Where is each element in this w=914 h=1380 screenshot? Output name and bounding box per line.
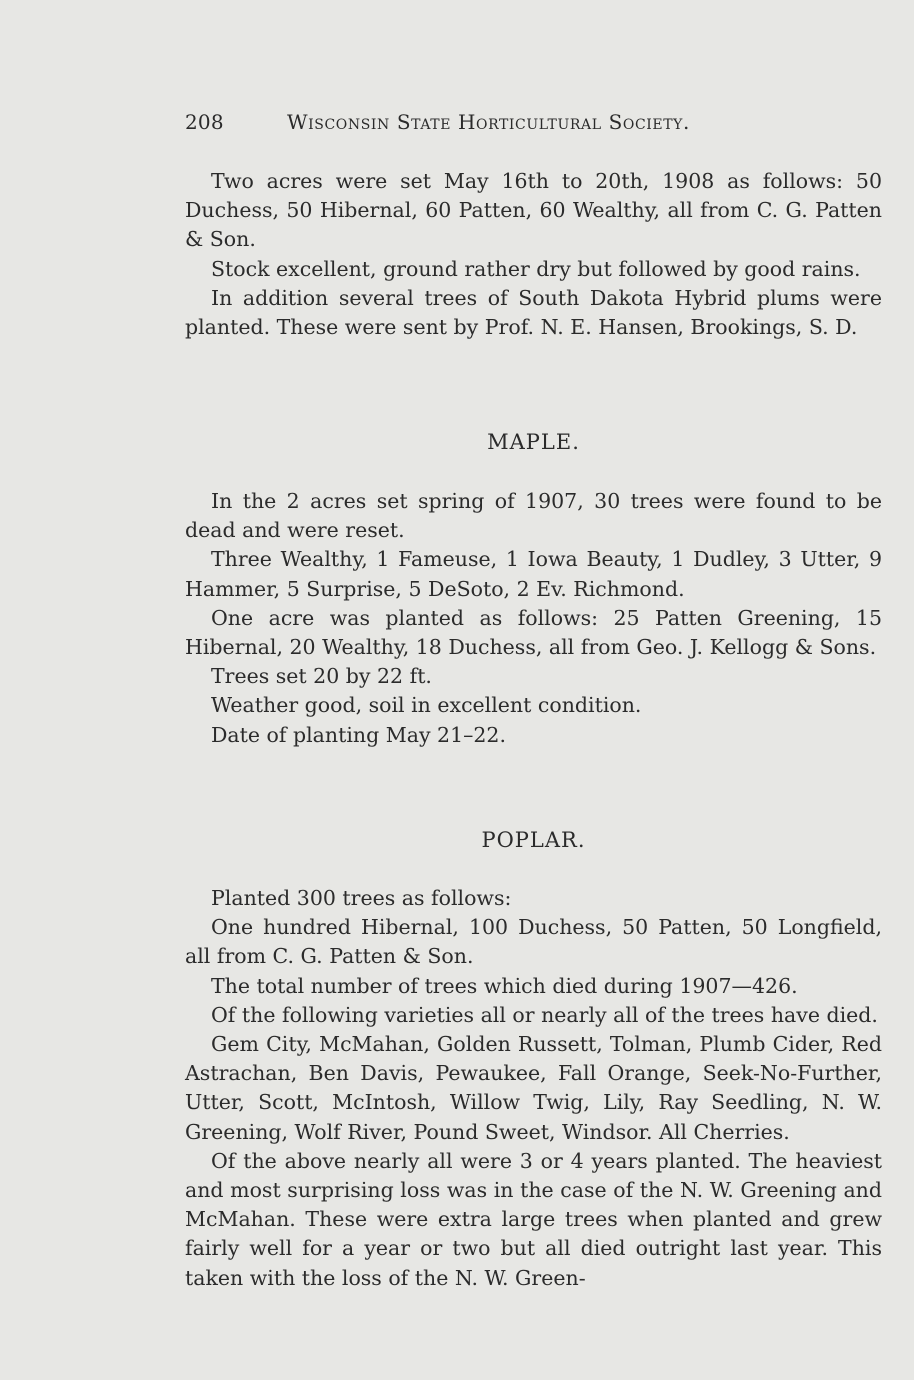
paragraph: Weather good, soil in excellent condition. xyxy=(211,693,642,718)
running-title: Wisconsin State Horticultural Society. xyxy=(287,110,690,134)
paragraph: Of the following varieties all or nearly all of the trees have died. xyxy=(211,1002,878,1027)
paragraph: In addition several trees of South Dakota Hybrid plums were planted. These were sent by Prof. N. E. Hansen, Brookings, S. D. xyxy=(185,285,882,340)
paragraph: Trees set 20 by 22 ft. xyxy=(211,664,432,689)
intro-section xyxy=(185,167,882,342)
paragraph: Of the above nearly all were 3 or 4 years planted. The heaviest and most surprising loss was in the case of the N. W. Greening and McMahan. These were extra large trees when planted and grew fairly well for a year or two but all died outright last year. This taken with the loss of the N. W. Green- xyxy=(185,1148,882,1290)
paragraph: One hundred Hibernal, 100 Duchess, 50 Patten, 50 Longfield, all from C. G. Patten & Son. xyxy=(185,915,882,969)
paragraph: Planted 300 trees as follows: xyxy=(211,886,512,910)
paragraph: Gem City, McMahan, Golden Russett, Tolman, Plumb Cider, Red Astrachan, Ben Davis, Pewaukee, Fall Orange, Seek-No-Further, Utter, Scott, McIntosh, Willow Twig, Lily, Ray Seedling, N. W. Greening, Wolf River, Pound Sweet, Windsor. All Cherries. xyxy=(185,1032,882,1144)
paragraph: In the 2 acres set spring of 1907, 30 trees were found to be dead and were reset. xyxy=(185,489,882,543)
paragraph: Date of planting May 21–22. xyxy=(211,722,506,747)
section-heading-maple: MAPLE. xyxy=(487,430,580,454)
section-heading-poplar: POPLAR. xyxy=(481,828,586,852)
page-header xyxy=(185,110,885,140)
maple-section xyxy=(185,487,882,750)
paragraph: Stock excellent, ground rather dry but followed by good rains. xyxy=(211,256,861,281)
paragraph: One acre was planted as follows: 25 Patten Greening, 15 Hibernal, 20 Wealthy, 18 Duchess, all from Geo. J. Kellogg & Sons. xyxy=(185,605,882,660)
poplar-section xyxy=(185,884,882,1293)
paragraph: Three Wealthy, 1 Fameuse, 1 Iowa Beauty, 1 Dudley, 3 Utter, 9 Hammer, 5 Surprise, 5 DeSoto, 2 Ev. Richmond. xyxy=(185,547,882,601)
paragraph: The total number of trees which died during 1907—426. xyxy=(211,973,798,998)
page-number: 208 xyxy=(185,110,224,134)
paragraph: Two acres were set May 16th to 20th, 1908 as follows: 50 Duchess, 50 Hibernal, 60 Patten, 60 Wealthy, all from C. G. Patten & Son. xyxy=(185,169,882,252)
